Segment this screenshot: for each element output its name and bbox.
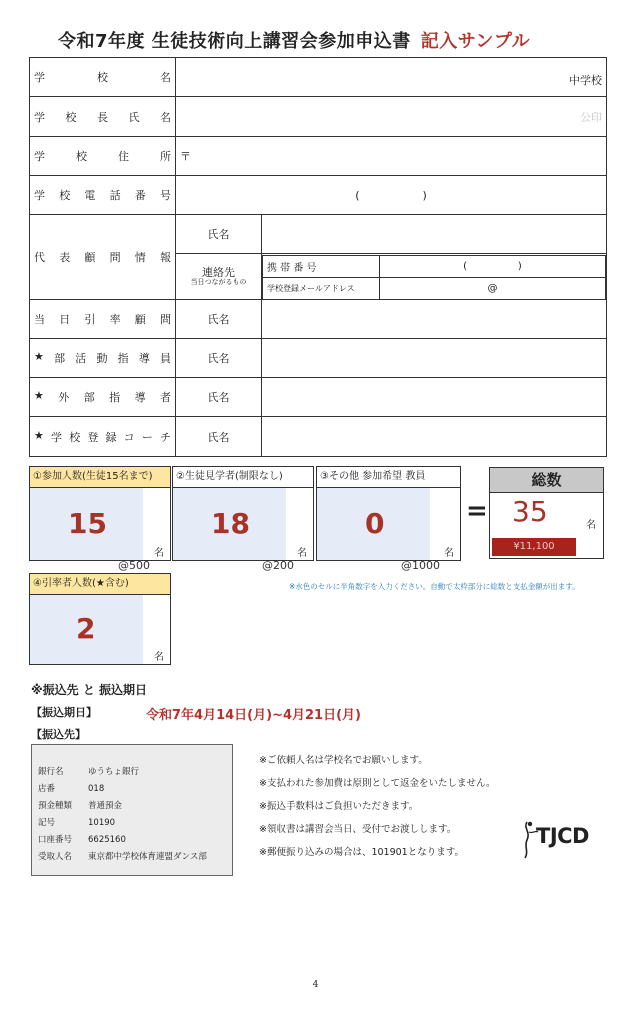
payment-note: ※郵便振り込みの場合は、101901となります。 bbox=[259, 847, 464, 858]
observers-label: ②生徒見学者(制限なし) bbox=[173, 467, 313, 488]
others-price: @1000 bbox=[401, 559, 440, 572]
bank-row: 口座番号 6625160 bbox=[38, 835, 126, 845]
bank-row: 銀行名 ゆうちょ銀行 bbox=[38, 767, 140, 777]
others-box bbox=[316, 466, 461, 561]
account-label: 【振込先】 bbox=[31, 728, 86, 741]
row-advisor-name bbox=[30, 215, 607, 254]
equals-sign: = bbox=[466, 496, 488, 526]
bank-row: 預金種類 普通預金 bbox=[38, 801, 123, 811]
total-amount: ¥11,100 bbox=[492, 538, 576, 556]
label-day-leader: 当 日 引 率 顧 問 bbox=[30, 300, 176, 339]
title-sample: 記入サンプル bbox=[420, 31, 531, 52]
leaders-value: 2 bbox=[76, 612, 96, 645]
observers-price: @200 bbox=[262, 559, 294, 572]
email-label: 学校登録メールアドレス bbox=[263, 277, 380, 299]
logo-text: TJCD bbox=[536, 824, 589, 848]
club-instructor-name-label: 氏名 bbox=[176, 339, 262, 378]
official-seal-mark: 公印 bbox=[580, 110, 602, 124]
advisor-name-label: 氏名 bbox=[176, 215, 262, 254]
tjcd-logo bbox=[519, 818, 599, 864]
leaders-box bbox=[29, 573, 171, 665]
leaders-label: ④引率者人数(★含む) bbox=[30, 574, 170, 595]
bank-row: 店番 018 bbox=[38, 784, 105, 794]
mobile-field[interactable]: ( ) bbox=[380, 255, 606, 277]
payment-note: ※領収書は講習会当日、受付でお渡しします。 bbox=[259, 824, 457, 835]
document-title bbox=[58, 27, 530, 53]
total-unit: 名 bbox=[586, 520, 596, 531]
leaders-unit: 名 bbox=[154, 652, 164, 663]
address-field[interactable] bbox=[176, 137, 607, 176]
others-value: 0 bbox=[365, 507, 385, 540]
school-coach-name-label: 氏名 bbox=[176, 417, 262, 457]
school-suffix: 中学校 bbox=[569, 74, 602, 87]
observers-box bbox=[172, 466, 314, 561]
outside-instructor-name-label: 氏名 bbox=[176, 378, 262, 417]
others-label: ③その他 参加希望 教員 bbox=[317, 467, 460, 488]
application-form bbox=[29, 57, 607, 457]
advisor-contact-cell bbox=[262, 254, 607, 300]
phone-field[interactable] bbox=[176, 176, 607, 215]
payment-note: ※ご依頼人名は学校名でお願いします。 bbox=[259, 755, 428, 766]
participants-box bbox=[29, 466, 171, 561]
total-box bbox=[489, 467, 604, 559]
participants-value: 15 bbox=[68, 507, 107, 540]
total-label: 総数 bbox=[490, 468, 603, 493]
observers-value: 18 bbox=[211, 507, 250, 540]
payment-note: ※支払われた参加費は原則として返金をいたしません。 bbox=[259, 778, 496, 789]
advisor-name-field[interactable] bbox=[262, 215, 607, 254]
participants-unit: 名 bbox=[154, 548, 164, 559]
bank-row: 記号 10190 bbox=[38, 818, 116, 828]
page-number: 4 bbox=[312, 980, 319, 990]
total-value: 35 bbox=[512, 495, 548, 528]
payment-note: ※振込手数料はご負担いただきます。 bbox=[259, 801, 419, 812]
label-principal: 学 校 長 氏 名 bbox=[30, 97, 176, 137]
postal-mark: 〒 bbox=[180, 150, 191, 163]
email-field[interactable]: @ bbox=[380, 277, 606, 299]
title-main: 令和7年度 生徒技術向上講習会参加申込書 bbox=[58, 31, 411, 52]
others-unit: 名 bbox=[444, 548, 454, 559]
row-school-coach bbox=[30, 417, 607, 457]
phone-parens: ( ) bbox=[355, 188, 427, 202]
advisor-contact-label: 連絡先 当日つながるもの bbox=[176, 254, 262, 300]
day-leader-name-label: 氏名 bbox=[176, 300, 262, 339]
label-phone: 学 校 電 話 番 号 bbox=[30, 176, 176, 215]
label-advisor: 代 表 顧 問 情 報 bbox=[30, 215, 176, 300]
row-club-instructor bbox=[30, 339, 607, 378]
participants-price: @500 bbox=[118, 559, 150, 572]
bank-row: 受取人名 東京都中学校体育連盟ダンス部 bbox=[38, 852, 207, 862]
label-address: 学 校 住 所 bbox=[30, 137, 176, 176]
school-coach-name-field[interactable] bbox=[262, 417, 607, 457]
period-label: 【振込期日】 bbox=[31, 706, 97, 719]
row-school bbox=[30, 58, 607, 97]
outside-instructor-name-field[interactable] bbox=[262, 378, 607, 417]
payment-heading: ※振込先 と 振込期日 bbox=[31, 683, 148, 697]
period-value: 令和7年4月14日(月)~4月21日(月) bbox=[146, 708, 361, 723]
school-field[interactable] bbox=[176, 58, 607, 97]
row-address bbox=[30, 137, 607, 176]
bank-account-box bbox=[31, 744, 233, 876]
row-phone bbox=[30, 176, 607, 215]
label-outside-instructor: ★ 外 部 指 導 者 bbox=[30, 378, 176, 417]
observers-unit: 名 bbox=[297, 548, 307, 559]
participants-label: ①参加人数(生徒15名まで) bbox=[30, 467, 170, 488]
principal-field[interactable] bbox=[176, 97, 607, 137]
row-day-leader bbox=[30, 300, 607, 339]
row-principal bbox=[30, 97, 607, 137]
label-club-instructor: ★ 部 活 動 指 導 員 bbox=[30, 339, 176, 378]
club-instructor-name-field[interactable] bbox=[262, 339, 607, 378]
label-school-coach: ★ 学 校 登 録 コ ー チ bbox=[30, 417, 176, 457]
input-note: ※水色のセルに半角数字を入力ください。自動で太枠部分に総数と支払金額が出ます。 bbox=[289, 582, 580, 591]
label-school: 学 校 名 bbox=[30, 58, 176, 97]
mobile-label: 携 帯 番 号 bbox=[263, 255, 380, 277]
row-outside-instructor bbox=[30, 378, 607, 417]
day-leader-name-field[interactable] bbox=[262, 300, 607, 339]
